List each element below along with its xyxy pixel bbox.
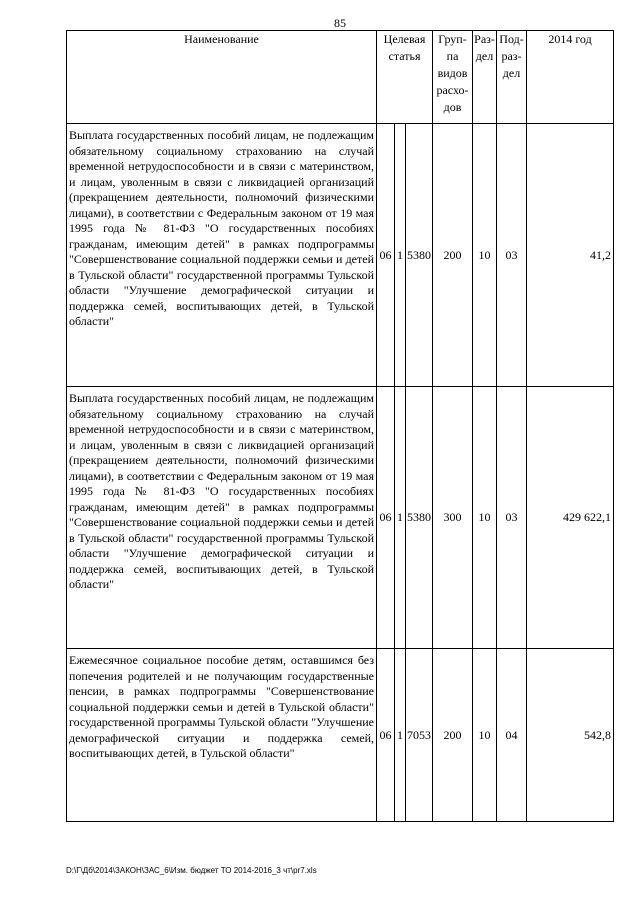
header-group: Груп-па видов расхо-дов xyxy=(433,31,473,124)
row-code1: 06 xyxy=(377,387,395,649)
page-number: 85 xyxy=(334,16,346,30)
row-amount: 542,8 xyxy=(527,649,614,822)
row-group: 200 xyxy=(433,649,473,822)
row-code1: 06 xyxy=(377,124,395,387)
row-code3: 5380 xyxy=(406,387,433,649)
row-code3: 5380 xyxy=(406,124,433,387)
row-code2: 1 xyxy=(395,649,406,822)
row-subsection: 03 xyxy=(497,124,527,387)
header-target: Целевая статья xyxy=(377,31,433,124)
footer-file-path: D:\Г\Дб\2014\ЗАКОН\ЗАС_6\Изм. бюджет ТО 2014-2016_3 чт\pr7.xls xyxy=(66,866,317,875)
row-code1: 06 xyxy=(377,649,395,822)
row-section: 10 xyxy=(473,649,497,822)
row-code2: 1 xyxy=(395,387,406,649)
row-group: 200 xyxy=(433,124,473,387)
row-subsection: 04 xyxy=(497,649,527,822)
header-section: Раз-дел xyxy=(473,31,497,124)
row-group: 300 xyxy=(433,387,473,649)
row-amount: 429 622,1 xyxy=(527,387,614,649)
row-code3: 7053 xyxy=(406,649,433,822)
header-year: 2014 год xyxy=(527,31,614,124)
header-subsection: Под-раз-дел xyxy=(497,31,527,124)
budget-table xyxy=(66,30,614,822)
table-row xyxy=(67,387,614,649)
header-row xyxy=(67,31,614,124)
row-code2: 1 xyxy=(395,124,406,387)
row-name: Ежемесячное социальное пособие детям, оставшимся без попечения родителей и не получающим государственные пенсии, в рамках подпрограммы "Совершенствование социальной поддержки семьи и детей в Тульской области" государственной программы Тульской области "Улучшение демографической ситуации и поддержка семей, воспитывающих детей, в Тульской области" xyxy=(67,649,377,822)
table-row xyxy=(67,649,614,822)
row-section: 10 xyxy=(473,387,497,649)
row-name: Выплата государственных пособий лицам, не подлежащим обязательному социальному страхованию на случай временной нетрудоспособности и в связи с материнством, и лицам, уволенным в связи с ликвидацией организаций (прекращением деятельности, полномочий физическими лицами), в соответствии с Федеральным законом от 19 мая 1995 года № 81-ФЗ "О государственных пособиях гражданам, имеющим детей" в рамках подпрограммы "Совершенствование социальной поддержки семьи и детей в Тульской области" государственной программы Тульской области "Улучшение демографической ситуации и поддержка семей, воспитывающих детей, в Тульской области" xyxy=(67,124,377,387)
table-row xyxy=(67,124,614,387)
header-name: Наименование xyxy=(67,31,377,124)
row-amount: 41,2 xyxy=(527,124,614,387)
row-section: 10 xyxy=(473,124,497,387)
row-subsection: 03 xyxy=(497,387,527,649)
row-name: Выплата государственных пособий лицам, не подлежащим обязательному социальному страхованию на случай временной нетрудоспособности и в связи с материнством, и лицам, уволенным в связи с ликвидацией организаций (прекращением деятельности, полномочий физическими лицами), в соответствии с Федеральным законом от 19 мая 1995 года № 81-ФЗ "О государственных пособиях гражданам, имеющим детей" в рамках подпрограммы "Совершенствование социальной поддержки семьи и детей в Тульской области" государственной программы Тульской области "Улучшение демографической ситуации и поддержка семей, воспитывающих детей, в Тульской области" xyxy=(67,387,377,649)
